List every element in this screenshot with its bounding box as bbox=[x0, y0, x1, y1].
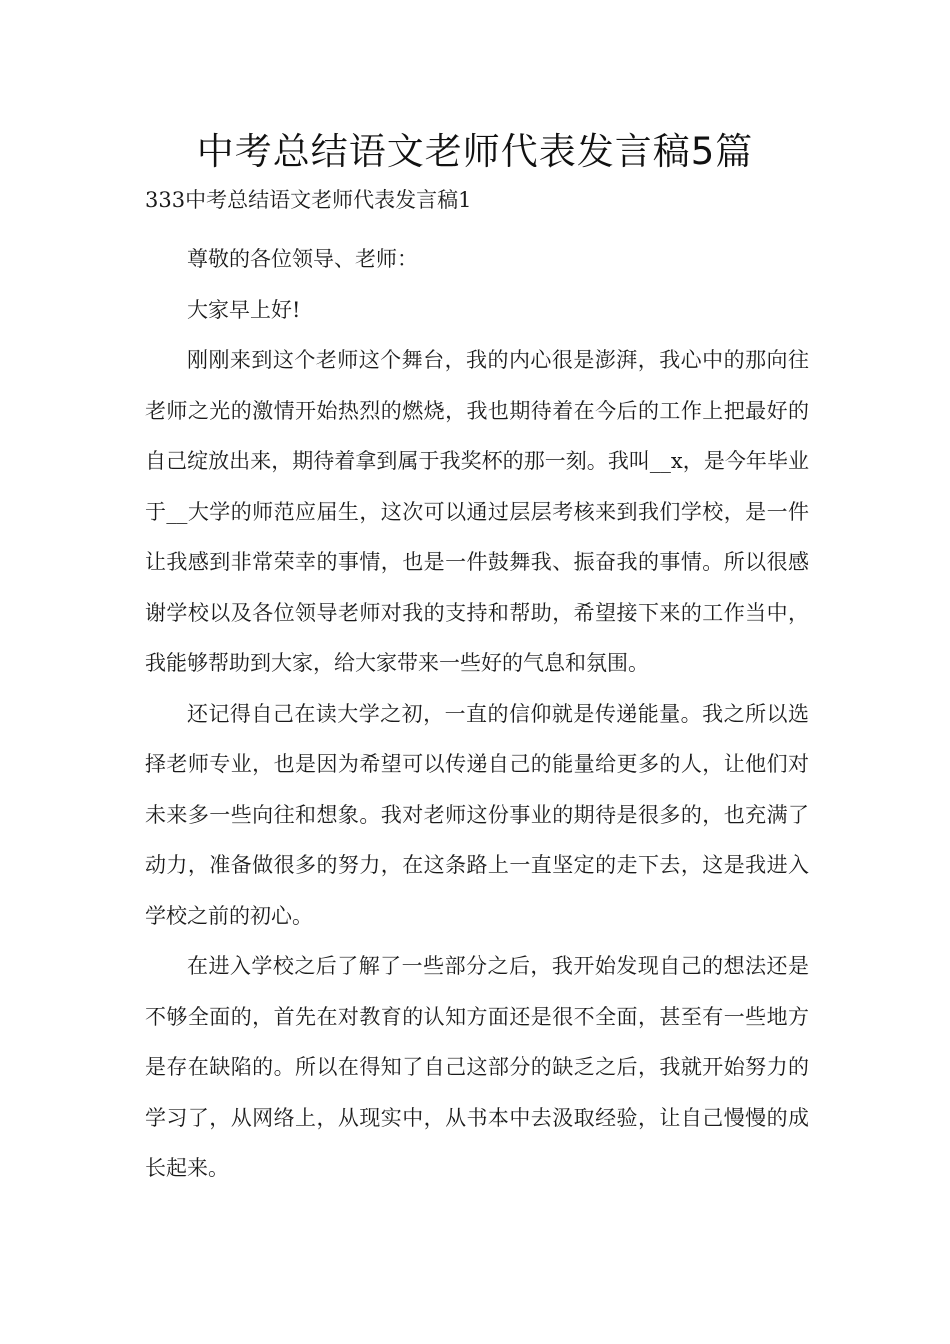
paragraph-introduction: 刚刚来到这个老师这个舞台，我的内心很是澎湃，我心中的那向往老师之光的激情开始热烈的燃烧，我也期待着在今后的工作上把最好的自己绽放出来，期待着拿到属于我奖杯的那一刻。我叫__x，是今年毕业于__大学的师范应届生，这次可以通过层层考核来到我们学校，是一件让我感到非常荣幸的事情，也是一件鼓舞我、振奋我的事情。所以很感谢学校以及各位领导老师对我的支持和帮助，希望接下来的工作当中，我能够帮助到大家，给大家带来一些好的气息和氛围。 bbox=[145, 348, 809, 675]
paragraph-reflection: 在进入学校之后了解了一些部分之后，我开始发现自己的想法还是不够全面的，首先在对教育的认知方面还是很不全面，甚至有一些地方是存在缺陷的。所以在得知了自己这部分的缺乏之后，我就开始努力的学习了，从网络上，从现实中，从书本中去汲取经验，让自己慢慢的成长起来。 bbox=[145, 954, 809, 1180]
document-subtitle: 333中考总结语文老师代表发言稿1 bbox=[145, 188, 472, 212]
paragraph-salutation: 尊敬的各位领导、老师： bbox=[187, 247, 418, 271]
document-body bbox=[145, 234, 809, 1194]
paragraph-aspiration: 还记得自己在读大学之初，一直的信仰就是传递能量。我之所以选择老师专业，也是因为希望可以传递自己的能量给更多的人，让他们对未来多一些向往和想象。我对老师这份事业的期待是很多的，也充满了动力，准备做很多的努力，在这条路上一直坚定的走下去，这是我进入学校之前的初心。 bbox=[145, 701, 809, 928]
document-title: 中考总结语文老师代表发言稿5篇 bbox=[196, 130, 754, 173]
paragraph-greeting: 大家早上好! bbox=[187, 297, 301, 322]
